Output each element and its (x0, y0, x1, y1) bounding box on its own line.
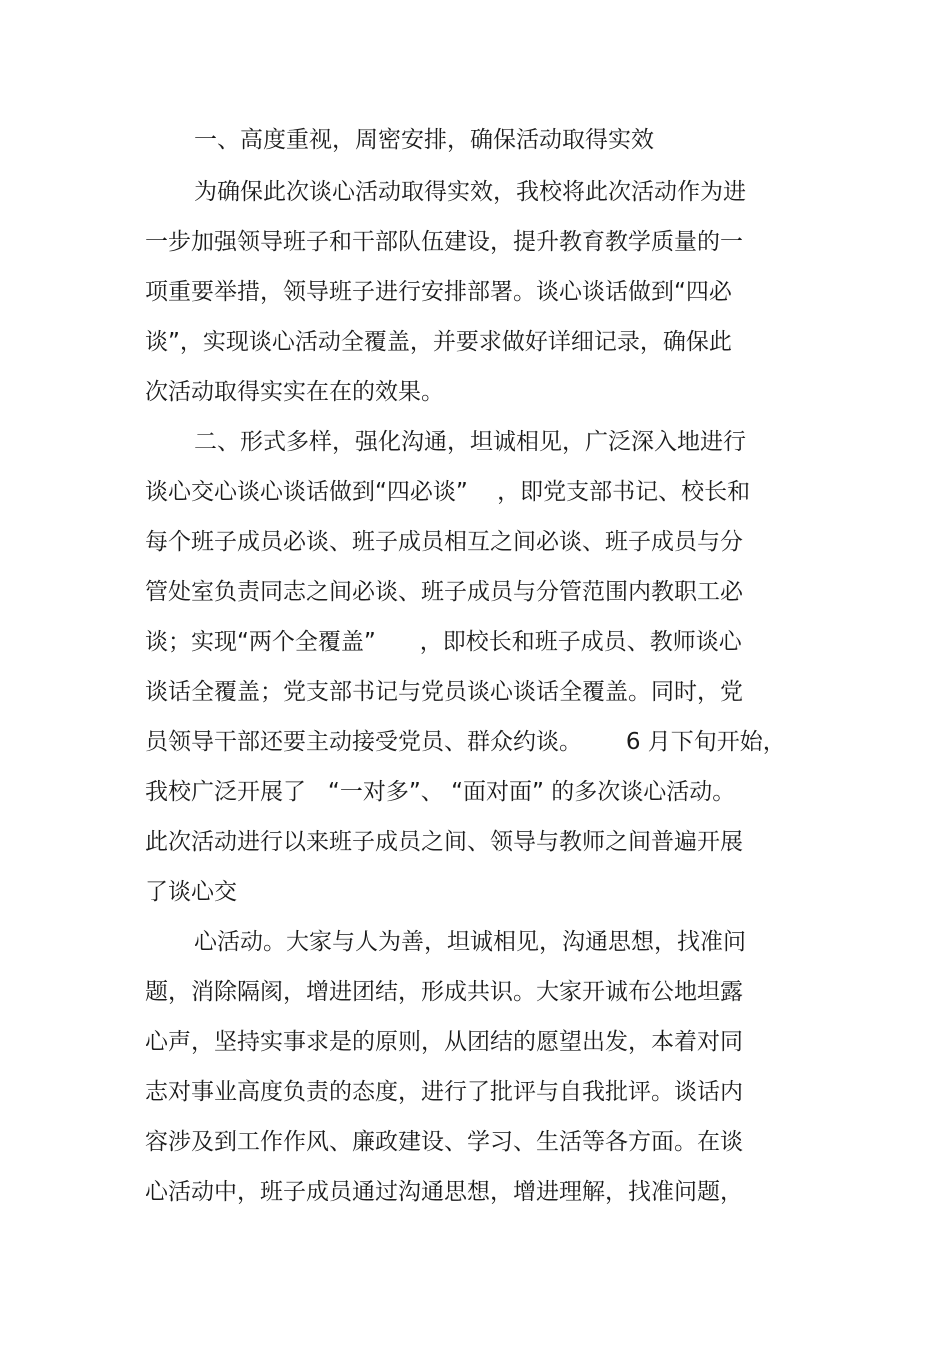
paragraph-line: 心活动。大家与人为善，坦诚相见，沟通思想，找准问 (194, 929, 746, 955)
heading-section-1: 一、高度重视，周密安排，确保活动取得实效 (194, 127, 654, 153)
paragraph-line: 心声，坚持实事求是的原则，从团结的愿望出发，本着对同 (145, 1029, 743, 1055)
paragraph-line: 题，消除隔阂，增进团结，形成共识。大家开诚布公地坦露 (145, 979, 743, 1005)
paragraph-line: 心活动中，班子成员通过沟通思想，增进理解，找准问题， (145, 1179, 743, 1205)
paragraph-line: 一步加强领导班子和干部队伍建设，提升教育教学质量的一 (145, 229, 743, 255)
paragraph-line: 谈话全覆盖；党支部书记与党员谈心谈话全覆盖。同时，党 (145, 679, 743, 705)
paragraph-line: 容涉及到工作作风、廉政建设、学习、生活等各方面。在谈 (145, 1129, 743, 1155)
paragraph-line: 谈心交心谈心谈话做到“四必谈” ，即党支部书记、校长和 (145, 479, 751, 505)
paragraph-line: 了谈心交 (145, 879, 237, 905)
paragraph-line: 谈”，实现谈心活动全覆盖，并要求做好详细记录，确保此 (145, 329, 732, 355)
paragraph-line: 谈；实现“两个全覆盖” ，即校长和班子成员、教师谈心 (145, 629, 742, 655)
paragraph-line: 为确保此次谈心活动取得实效，我校将此次活动作为进 (194, 179, 746, 205)
paragraph-line: 管处室负责同志之间必谈、班子成员与分管范围内教职工必 (145, 579, 743, 605)
paragraph-line: 项重要举措，领导班子进行安排部署。谈心谈话做到“四必 (145, 279, 732, 305)
paragraph-line: 我校广泛开展了 “一对多”、 “面对面” 的多次谈心活动。 (145, 779, 736, 805)
paragraph-line: 每个班子成员必谈、班子成员相互之间必谈、班子成员与分 (145, 529, 743, 555)
heading-section-2: 二、形式多样，强化沟通，坦诚相见，广泛深入地进行 (194, 429, 746, 455)
paragraph-line: 员领导干部还要主动接受党员、群众约谈。 6 月下旬开始， (145, 729, 786, 755)
paragraph-line: 志对事业高度负责的态度，进行了批评与自我批评。谈话内 (145, 1079, 743, 1105)
paragraph-line: 次活动取得实实在在的效果。 (145, 379, 444, 405)
paragraph-line: 此次活动进行以来班子成员之间、领导与教师之间普遍开展 (145, 829, 743, 855)
